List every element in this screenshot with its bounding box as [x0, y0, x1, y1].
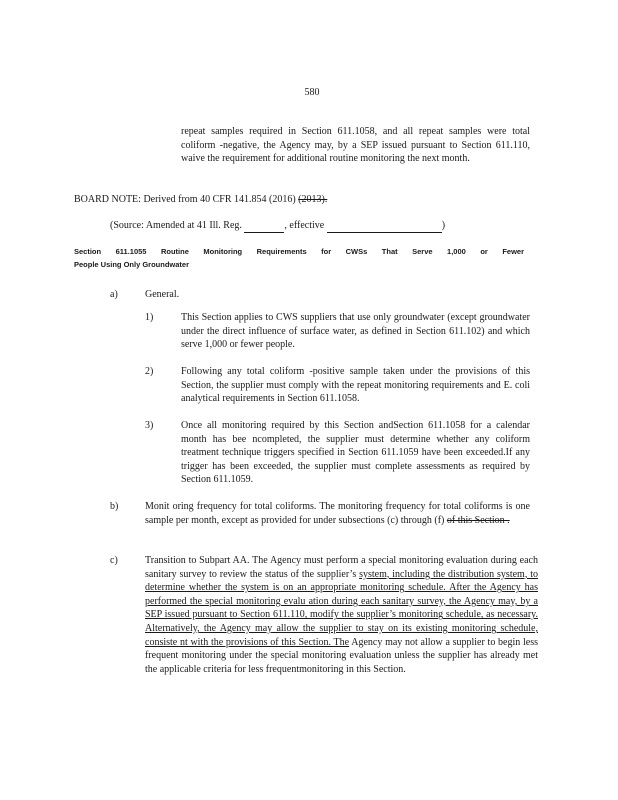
item-c-underlined: system, including the distribution system, to determine whether the system is on an appropriate monitoring schedule. After the Agency has performed the special monitoring evalu ation during each sanitary survey, the Agency may, by a SEP issued pursuant to Section 611.110, modify the supplier’s monitoring schedule, as necessary. Alternatively, the Agency may allow the supplier to stay on its existing monitoring schedule, consiste nt with the provisions of this Section. The — [145, 568, 538, 648]
source-suffix: ) — [441, 220, 446, 231]
source-note — [110, 219, 445, 233]
item-c-text — [145, 554, 538, 676]
section-heading-line1: Section 611.1055 Routine Monitoring Requirements for CWSs That Serve 1,000 or Fewer — [74, 247, 524, 256]
item-c-lead: Transition to Subpart AA. The Agency must perform a special monitoring evaluation during each sanitary survey to review the status of the supplier’s — [145, 555, 538, 580]
item-b-text — [145, 500, 530, 527]
item-c-label: c) — [110, 555, 118, 566]
item-b-label: b) — [110, 501, 119, 512]
item-a1-text: This Section applies to CWS suppliers that use only groundwater (except groundwater under the direct influence of surface water, as defined in Section 611.102) and which serve 1,000 or fewer people. — [181, 312, 530, 351]
source-blank-2 — [327, 219, 442, 233]
item-b-body: Monit oring frequency for total coliforms. The monitoring frequency for total coliforms is one sample per month, except as provided for under subsections (c) through (f) — [145, 501, 530, 526]
item-a2-text: Following any total coliform -positive sample taken under the provisions of this Section, the supplier must comply with the repeat monitoring requirements and E. coli analytical requirements in Section 611.1058. — [181, 366, 530, 405]
board-note-text: BOARD NOTE: Derived from 40 CFR 141.854 (2016) — [74, 194, 296, 205]
section-heading-line2: People Using Only Groundwater — [74, 260, 190, 269]
item-a-label: a) — [110, 289, 118, 300]
item-b-struck: of this Section . — [446, 514, 510, 526]
source-blank-1 — [244, 219, 284, 233]
item-a3-label: 3) — [145, 420, 154, 431]
item-a-text: General. — [145, 289, 180, 300]
source-prefix: (Source: Amended at 41 Ill. Reg. — [110, 220, 242, 231]
source-middle: , effective — [284, 220, 325, 231]
item-a1-label: 1) — [145, 312, 154, 323]
board-note-struck: (2013). — [298, 194, 328, 205]
continuation-paragraph: repeat samples required in Section 611.1058, and all repeat samples were total coliform -negative, the Agency may, by a SEP issued pursuant to Section 611.110, waive the requirement for additional routine monitoring the next month. — [181, 126, 530, 165]
board-note — [74, 193, 327, 206]
page-number: 580 — [304, 87, 320, 98]
item-a3-text: Once all monitoring required by this Section andSection 611.1058 for a calendar month has bee ncompleted, the supplier must determine whether any coliform treatment technique triggers specified in Section 611.1059 have been exceeded.If any trigger has been exceeded, the supplier must complete assessments as required by Section 611.1059. — [181, 420, 530, 486]
item-a2-label: 2) — [145, 366, 154, 377]
item-c-tail: Agency may not allow a supplier to begin less frequent monitoring under the special monitoring evaluation unless the supplier has already met the applicable criteria for less frequentmonitoring in this Section. — [145, 636, 538, 675]
